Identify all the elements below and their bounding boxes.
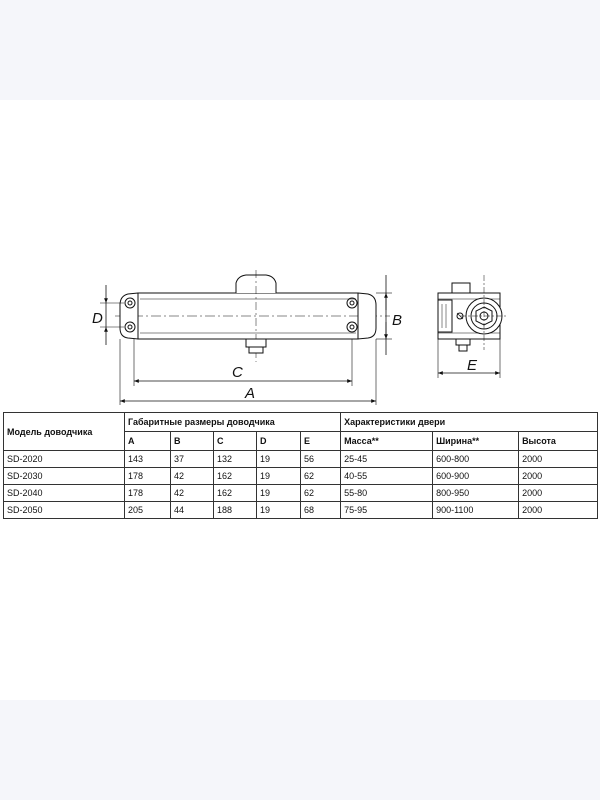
cell-c: 162	[214, 485, 257, 502]
cell-width: 800-950	[433, 485, 519, 502]
cell-width: 600-800	[433, 451, 519, 468]
sub-header-a: A	[125, 432, 171, 451]
dimensions-group-header: Габаритные размеры доводчика	[125, 413, 341, 432]
cell-model: SD-2050	[4, 502, 125, 519]
table-row	[4, 468, 598, 485]
cell-mass: 40-55	[341, 468, 433, 485]
dim-label-b: B	[392, 312, 403, 329]
dim-label-a: A	[245, 385, 256, 402]
cell-b: 42	[171, 468, 214, 485]
sub-header-mass: Масса**	[341, 432, 433, 451]
cell-d: 19	[257, 468, 301, 485]
cell-c: 188	[214, 502, 257, 519]
cell-width: 900-1100	[433, 502, 519, 519]
sub-header-width: Ширина**	[433, 432, 519, 451]
sub-header-d: D	[257, 432, 301, 451]
document-page	[0, 100, 600, 700]
table-row	[4, 485, 598, 502]
table-row	[4, 502, 598, 519]
sub-header-b: B	[171, 432, 214, 451]
cell-d: 19	[257, 502, 301, 519]
cell-e: 62	[301, 468, 341, 485]
sub-header-e: E	[301, 432, 341, 451]
dim-label-d: D	[92, 310, 103, 327]
cell-model: SD-2030	[4, 468, 125, 485]
cell-b: 42	[171, 485, 214, 502]
cell-a: 178	[125, 485, 171, 502]
cell-c: 132	[214, 451, 257, 468]
cell-e: 68	[301, 502, 341, 519]
dim-label-c: C	[232, 364, 243, 381]
sub-header-height: Высота	[519, 432, 598, 451]
table-row	[4, 451, 598, 468]
door-group-header: Характеристики двери	[341, 413, 598, 432]
model-column-header: Модель доводчика	[4, 413, 125, 451]
spec-table-body	[4, 451, 598, 519]
cell-e: 56	[301, 451, 341, 468]
dim-label-e: E	[467, 357, 478, 374]
cell-height: 2000	[519, 485, 598, 502]
cell-b: 44	[171, 502, 214, 519]
cell-mass: 75-95	[341, 502, 433, 519]
sub-header-c: C	[214, 432, 257, 451]
cell-a: 178	[125, 468, 171, 485]
cell-height: 2000	[519, 502, 598, 519]
cell-height: 2000	[519, 451, 598, 468]
cell-mass: 25-45	[341, 451, 433, 468]
cell-height: 2000	[519, 468, 598, 485]
cell-b: 37	[171, 451, 214, 468]
cell-a: 205	[125, 502, 171, 519]
cell-width: 600-900	[433, 468, 519, 485]
cell-model: SD-2040	[4, 485, 125, 502]
cell-c: 162	[214, 468, 257, 485]
cell-d: 19	[257, 451, 301, 468]
cell-model: SD-2020	[4, 451, 125, 468]
spec-table	[3, 412, 598, 519]
cell-e: 62	[301, 485, 341, 502]
cell-d: 19	[257, 485, 301, 502]
cell-mass: 55-80	[341, 485, 433, 502]
cell-a: 143	[125, 451, 171, 468]
